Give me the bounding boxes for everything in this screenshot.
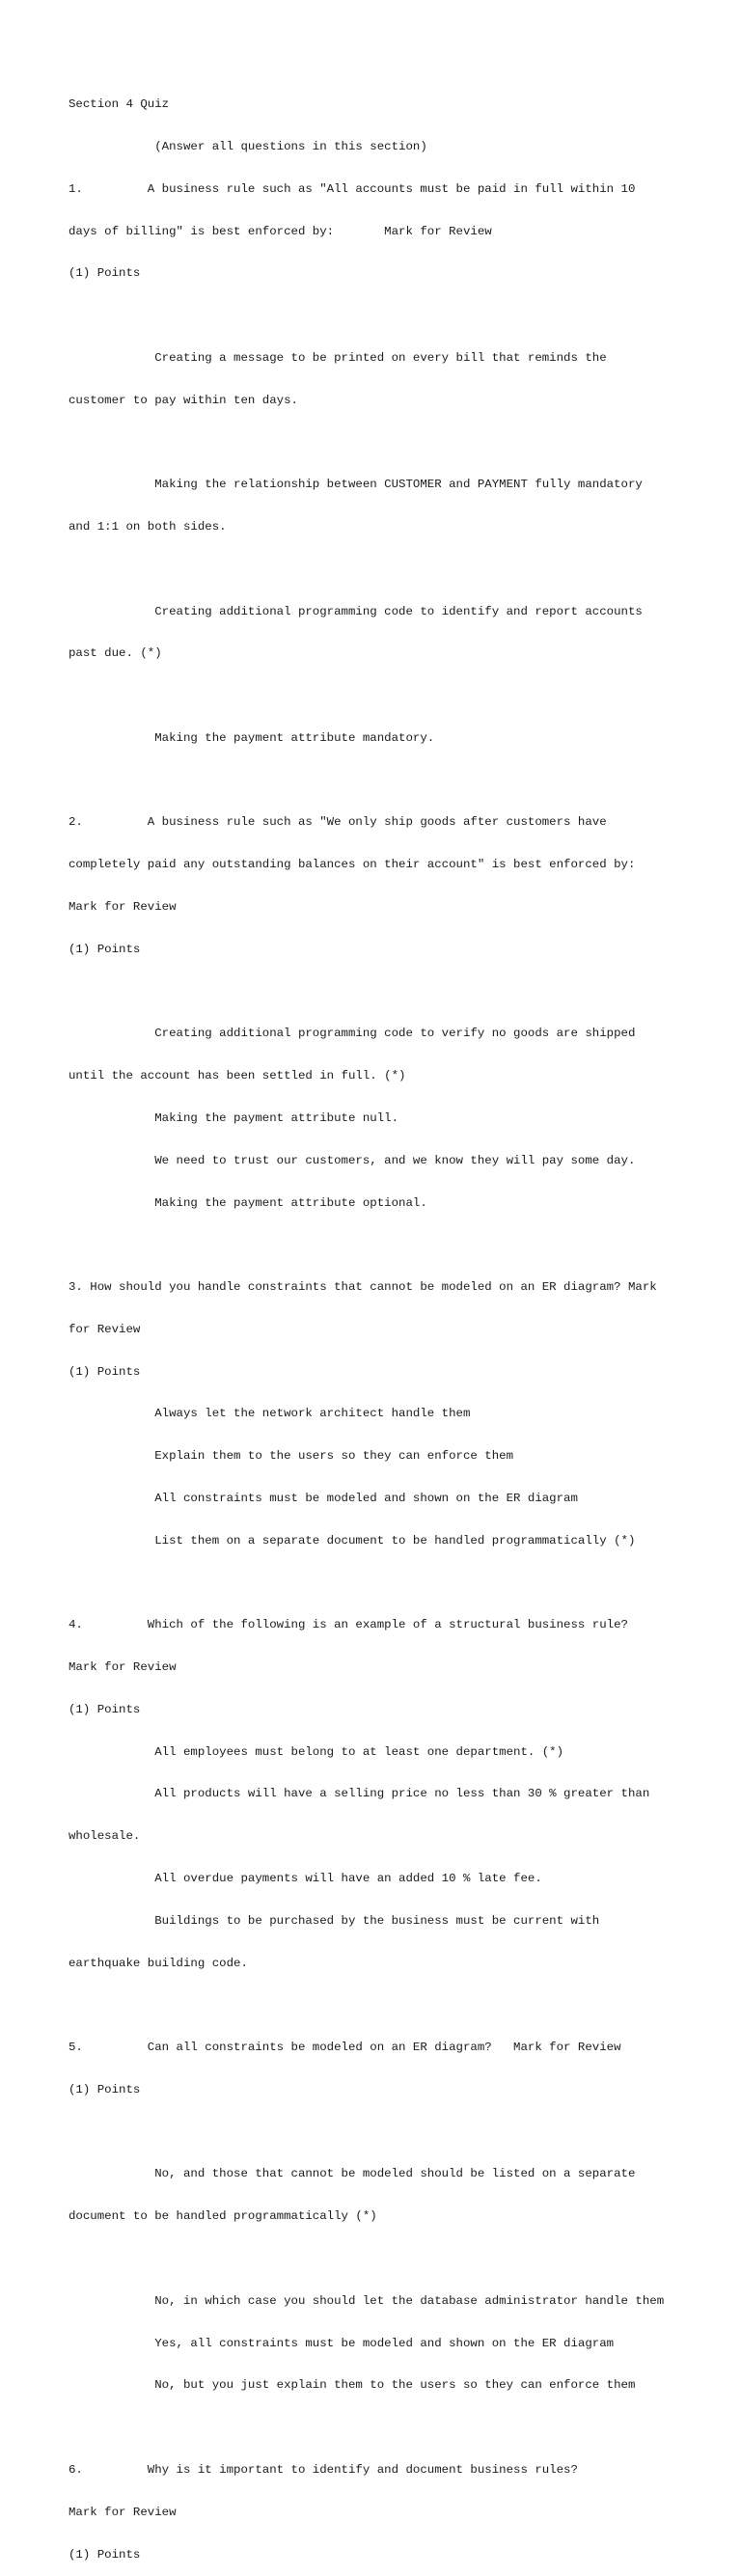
section-instructions: (Answer all questions in this section)	[69, 139, 427, 153]
answer-option: Making the relationship between CUSTOMER and PAYMENT fully mandatory	[69, 478, 643, 492]
mark-for-review: Mark for Review	[69, 2505, 177, 2519]
question-3-points: (1) Points	[69, 1364, 141, 1379]
blank-line	[69, 2252, 705, 2266]
question-1-text-cont: days of billing" is best enforced by: Mark for Review	[69, 224, 492, 238]
answer-option-cont: earthquake building code.	[69, 1956, 248, 1970]
question-4-text: 4. Which of the following is an example of a structural business rule?	[69, 1618, 628, 1632]
question-4-points: (1) Points	[69, 1702, 141, 1716]
blank-line	[69, 2421, 705, 2435]
mark-for-review: Mark for Review	[69, 1660, 177, 1675]
answer-option: All overdue payments will have an added 10 % late fee.	[69, 1872, 542, 1885]
question-1-points: (1) Points	[69, 266, 141, 281]
question-3-text-cont: for Review	[69, 1322, 141, 1336]
answer-option: No, and those that cannot be modeled should be listed on a separate	[69, 2167, 636, 2181]
blank-line	[69, 774, 705, 788]
blank-line	[69, 1238, 705, 1252]
answer-option-cont: document to be handled programmatically (*)	[69, 2209, 377, 2224]
blank-line	[69, 2125, 705, 2140]
answer-option: No, in which case you should let the database administrator handle them	[69, 2293, 665, 2308]
answer-option: Creating additional programming code to verify no goods are shipped	[69, 1027, 636, 1041]
mark-for-review: Mark for Review	[69, 900, 177, 915]
question-6-text: 6. Why is it important to identify and document business rules?	[69, 2462, 578, 2477]
answer-option: All employees must belong to at least one department. (*)	[69, 1744, 564, 1759]
answer-option: Creating additional programming code to identify and report accounts	[69, 604, 643, 618]
answer-option: We need to trust our customers, and we know they will pay some day.	[69, 1153, 636, 1167]
quiz-document	[69, 69, 705, 2576]
answer-option: List them on a separate document to be handled programmatically (*)	[69, 1533, 636, 1548]
answer-option-cont: wholesale.	[69, 1829, 141, 1844]
answer-option: No, but you just explain them to the users so they can enforce them	[69, 2378, 636, 2393]
question-3-text: 3. How should you handle constraints that cannot be modeled on an ER diagram? Mark	[69, 1280, 657, 1295]
blank-line	[69, 689, 705, 703]
blank-line	[69, 562, 705, 577]
answer-option-cont: past due. (*)	[69, 646, 162, 661]
blank-line	[69, 309, 705, 323]
answer-option-cont: and 1:1 on both sides.	[69, 520, 227, 534]
answer-option: Making the payment attribute null.	[69, 1110, 399, 1125]
question-5-text: 5. Can all constraints be modeled on an ER diagram? Mark for Review	[69, 2041, 621, 2055]
question-2-text-cont: completely paid any outstanding balances on their account" is best enforced by:	[69, 858, 636, 872]
blank-line	[69, 435, 705, 450]
answer-option: Explain them to the users so they can enforce them	[69, 1449, 514, 1464]
blank-line	[69, 985, 705, 1000]
question-1-text: 1. A business rule such as "All accounts must be paid in full within 10	[69, 181, 636, 196]
blank-line	[69, 1576, 705, 1591]
answer-option: All constraints must be modeled and shown on the ER diagram	[69, 1491, 578, 1505]
answer-option: Creating a message to be printed on every bill that reminds the	[69, 350, 607, 365]
blank-line	[69, 1998, 705, 2013]
answer-option: Making the payment attribute mandatory.	[69, 730, 435, 745]
answer-option: Always let the network architect handle them	[69, 1407, 471, 1421]
answer-option: Yes, all constraints must be modeled and shown on the ER diagram	[69, 2336, 615, 2350]
question-5-points: (1) Points	[69, 2082, 141, 2096]
question-2-text: 2. A business rule such as "We only ship goods after customers have	[69, 815, 607, 830]
answer-option: Buildings to be purchased by the business must be current with	[69, 1913, 600, 1928]
section-title: Section 4 Quiz	[69, 97, 170, 112]
answer-option-cont: customer to pay within ten days.	[69, 393, 298, 407]
answer-option: All products will have a selling price no less than 30 % greater than	[69, 1787, 650, 1801]
answer-option: Making the payment attribute optional.	[69, 1195, 427, 1210]
question-2-points: (1) Points	[69, 942, 141, 956]
answer-option-cont: until the account has been settled in full. (*)	[69, 1069, 406, 1083]
question-6-points: (1) Points	[69, 2547, 141, 2562]
